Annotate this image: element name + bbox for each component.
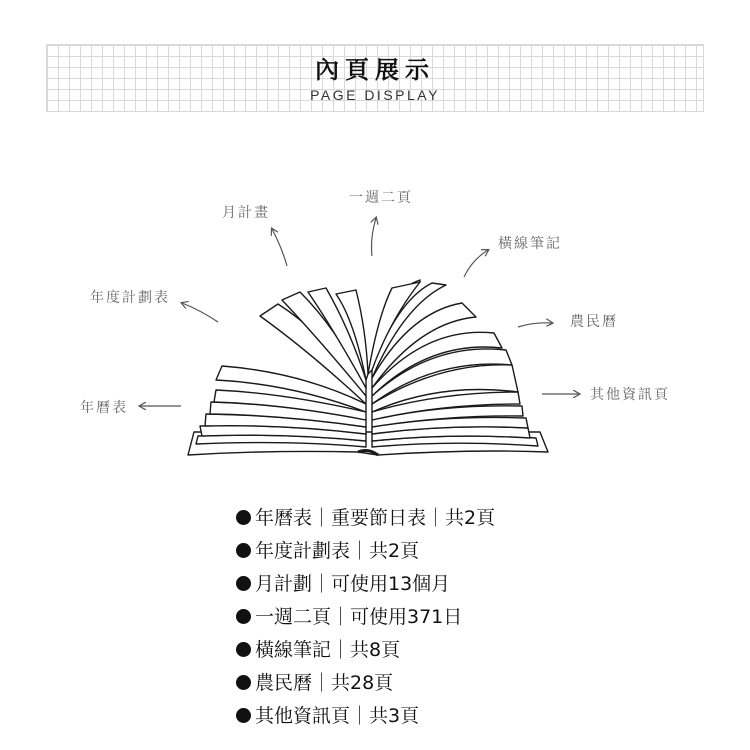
list-item-text: 年曆表｜重要節日表｜共2頁 (255, 507, 496, 529)
label-monthly: 月計畫 (222, 205, 270, 221)
arrow-weekly (372, 218, 377, 256)
list-item-text: 農民曆｜共28頁 (255, 672, 394, 694)
arrow-lined (464, 250, 488, 277)
bullet-dot-icon (236, 642, 251, 657)
label-lined: 橫線筆記 (498, 236, 562, 252)
contents-list (236, 502, 495, 733)
list-item-text: 月計劃｜可使用13個月 (255, 573, 451, 595)
list-item-text: 一週二頁｜可使用371日 (255, 606, 463, 628)
list-item (236, 502, 495, 535)
list-item (236, 601, 495, 634)
list-item (236, 667, 495, 700)
list-item (236, 634, 495, 667)
arrow-year-plan (182, 303, 218, 322)
bullet-dot-icon (236, 510, 251, 525)
bullet-dot-icon (236, 609, 251, 624)
arrow-monthly (272, 229, 287, 266)
label-year-calendar: 年曆表 (80, 400, 128, 416)
label-year-plan: 年度計劃表 (90, 290, 170, 306)
label-others: 其他資訊頁 (590, 387, 670, 403)
bullet-dot-icon (236, 708, 251, 723)
list-item-text: 橫線筆記｜共8頁 (255, 639, 401, 661)
arrow-farmers (518, 323, 552, 327)
label-weekly: 一週二頁 (349, 190, 413, 206)
bullet-dot-icon (236, 543, 251, 558)
page-subtitle: PAGE DISPLAY (310, 87, 440, 103)
list-item (236, 535, 495, 568)
page-title: 內頁展示 (315, 56, 435, 84)
label-farmers: 農民曆 (570, 314, 618, 330)
bullet-dot-icon (236, 675, 251, 690)
book-drawing (188, 280, 548, 455)
list-item-text: 年度計劃表｜共2頁 (255, 540, 420, 562)
list-item (236, 700, 495, 733)
bullet-dot-icon (236, 576, 251, 591)
list-item (236, 568, 495, 601)
list-item-text: 其他資訊頁｜共3頁 (255, 705, 420, 727)
